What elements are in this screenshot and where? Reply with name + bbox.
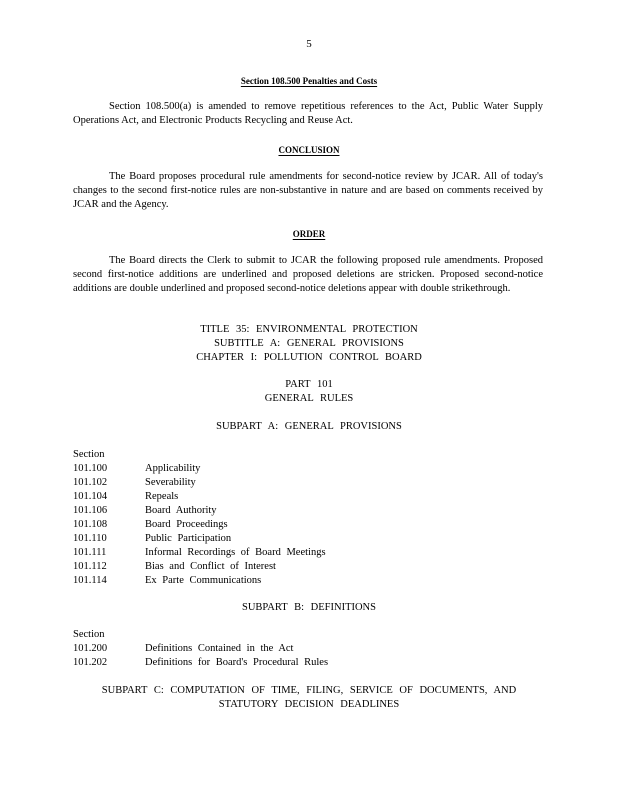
toc-title: Definitions Contained in the Act [145,643,294,654]
subpart-c-line2: STATUTORY DECISION DEADLINES [218,699,400,710]
toc-row [73,504,326,518]
toc-number: 101.110 [73,533,107,544]
order-paragraph [73,254,543,296]
toc-row [73,546,326,560]
toc-row [73,560,326,574]
toc-number: 101.111 [73,547,107,558]
order-heading [0,229,618,239]
conclusion-heading [0,145,618,155]
toc-title: Ex Parte Communications [145,575,262,586]
toc-row [73,574,326,588]
conclusion-paragraph [73,170,543,212]
section-heading [0,76,618,86]
toc-title: Public Participation [145,533,232,544]
title-block [0,323,618,365]
toc-number: 101.106 [73,505,108,516]
toc-section-label: Section [73,629,105,640]
section-paragraph [73,100,543,128]
toc-title: Applicability [145,463,201,474]
part-block [0,378,618,406]
toc-section-label: Section [73,449,105,460]
toc-row [73,656,328,670]
section-heading-text: Section 108.500 Penalties and Costs [240,76,378,86]
subpart-b-toc [73,628,328,670]
title-line: TITLE 35: ENVIRONMENTAL PROTECTION [200,324,418,335]
toc-row [73,476,326,490]
toc-row [73,490,326,504]
part-line: PART 101 [285,379,333,390]
page-number: 5 [306,38,312,50]
toc-row [73,642,328,656]
toc-row [73,462,326,476]
toc-number: 101.202 [73,657,108,668]
toc-number: 101.200 [73,643,108,654]
toc-number: 101.114 [73,575,107,586]
toc-number: 101.102 [73,477,108,488]
conclusion-paragraph-text: The Board proposes procedural rule amendments for second-notice review by JCAR. All of today's changes to the second first-notice rules are non-substantive in nature and are based on comments received by JCAR and the Agency. [73,171,543,210]
subtitle-line: SUBTITLE A: GENERAL PROVISIONS [214,338,404,349]
toc-title: Informal Recordings of Board Meetings [145,547,326,558]
toc-row [73,518,326,532]
subpart-b-heading: SUBPART B: DEFINITIONS [242,602,376,613]
order-paragraph-text: The Board directs the Clerk to submit to JCAR the following proposed rule amendments. Proposed second first-notice additions are underlined and proposed deletions are stricken. Proposed second-notice additions are double underlined and proposed second-notice deletions appear with double strikethrough. [73,255,543,294]
toc-number: 101.100 [73,463,108,474]
toc-title: Severability [145,477,196,488]
toc-title: Repeals [145,491,179,502]
toc-number: 101.104 [73,491,108,502]
conclusion-heading-text: CONCLUSION [278,145,340,155]
subpart-a-heading: SUBPART A: GENERAL PROVISIONS [216,421,402,432]
subpart-a-toc [73,448,326,588]
subpart-c-heading [0,684,618,712]
toc-title: Definitions for Board's Procedural Rules [145,657,329,668]
part-title-line: GENERAL RULES [264,393,354,404]
section-paragraph-text: Section 108.500(a) is amended to remove repetitious references to the Act, Public Water Supply Operations Act, and Electronic Products Recycling and Reuse Act. [73,101,543,126]
toc-title: Board Proceedings [145,519,228,530]
toc-row [73,532,326,546]
order-heading-text: ORDER [292,229,326,239]
toc-number: 101.112 [73,561,107,572]
chapter-line: CHAPTER I: POLLUTION CONTROL BOARD [196,352,422,363]
toc-title: Board Authority [145,505,217,516]
toc-title: Bias and Conflict of Interest [145,561,276,572]
toc-number: 101.108 [73,519,108,530]
subpart-c-line1: SUBPART C: COMPUTATION OF TIME, FILING, SERVICE OF DOCUMENTS, AND [101,685,517,696]
